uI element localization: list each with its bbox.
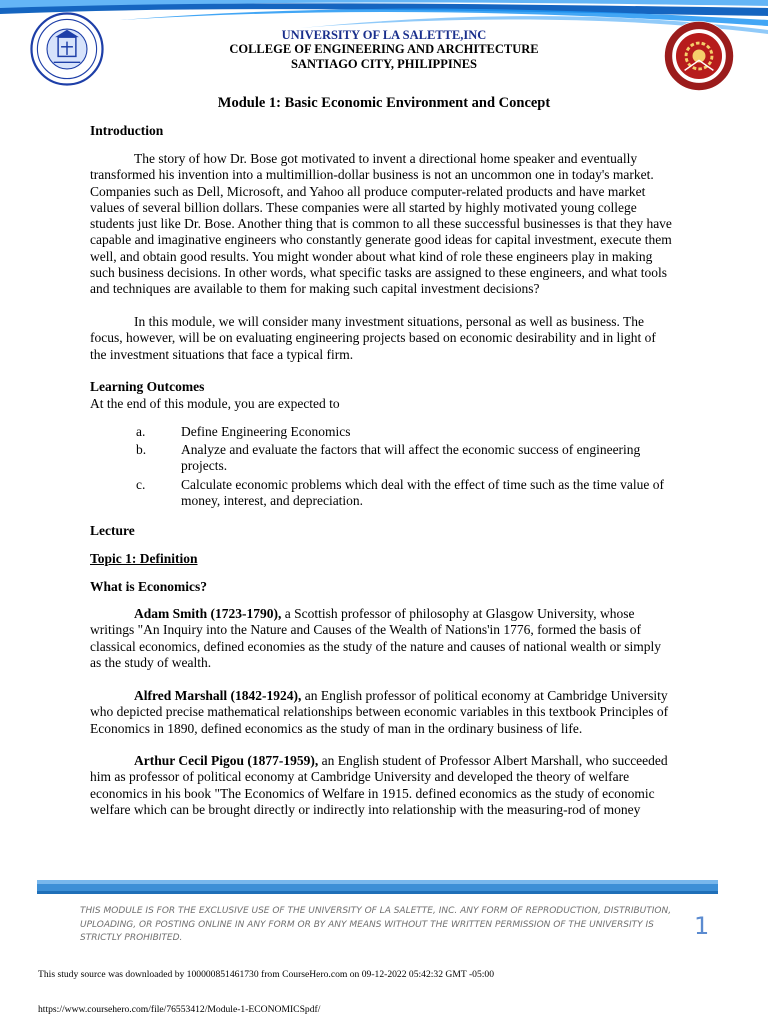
economist-description: a Scottish professor of philosophy at Glasgow University, whose writings "An Inquiry into the Nature and Causes of the Wealth of Nations'in 1776, formed the basis of classical economics, defined economies as the study of the nature and causes of national wealth or simply as the study of wealth. bbox=[90, 606, 661, 670]
introduction-paragraph-1: The story of how Dr. Bose got motivated to invent a directional home speaker and eventually transformed his invention into a multimillion-dollar business is not an uncommon one in today's market. Companies such as Dell, Microsoft, and Yahoo all produce computer-related products and have market values of several billion dollars. These companies were all started by highly motivated young college students just like Dr. Bose. Another thing that is common to all these successful businesses is that they have capable and imaginative engineers who constantly generate good ideas for capital investment, execute them well, and obtain good results. You might wonder about what kind of role these engineers play in making such business decisions. In other words, what specific tasks are assigned to these engineers, and what tools and techniques are available to them for making such capital investment decisions? bbox=[90, 151, 672, 297]
economist-description: an English professor of political economy at Cambridge University who depicted precise mathematical relationships between economic variables in this textbook Principles of Economics in 1890, defined economics as the study of man in the ordinary business of life. bbox=[90, 688, 669, 736]
list-marker: b. bbox=[136, 442, 147, 457]
economist-name: Alfred Marshall (1842-1924), bbox=[134, 688, 302, 703]
source-url[interactable]: https://www.coursehero.com/file/76553412/Module-1-ECONOMICSpdf/ bbox=[38, 1004, 321, 1015]
what-is-economics-heading: What is Economics? bbox=[90, 579, 208, 594]
learning-outcomes-intro: At the end of this module, you are expected to bbox=[90, 396, 340, 411]
list-item-text: Analyze and evaluate the factors that will affect the economic success of engineering projects. bbox=[181, 442, 641, 474]
university-location: SANTIAGO CITY, PHILIPPINES bbox=[290, 57, 478, 71]
page-number: 1 bbox=[694, 912, 710, 940]
lecture-heading: Lecture bbox=[90, 523, 135, 538]
download-source-line: This study source was downloaded by 100000851461730 from CourseHero.com on 09-12-2022 05:42:32 GMT -05:00 bbox=[38, 969, 495, 980]
list-marker: a. bbox=[136, 424, 146, 439]
economist-entry-arthur-pigou bbox=[90, 753, 674, 818]
university-name: UNIVERSITY OF LA SALETTE,INC bbox=[281, 28, 487, 42]
college-name: COLLEGE OF ENGINEERING AND ARCHITECTURE bbox=[229, 42, 539, 56]
economist-description: an English student of Professor Albert Marshall, who succeeded him as professor of political economy at Cambridge University and developed the theory of welfare economics in his book "The Economics of Welfare in 1915. defined economics as the study of economic welfare which can be brought directly or indirectly into relationship with the measuring-rod of money bbox=[90, 753, 668, 817]
list-item-text: Calculate economic problems which deal with the effect of time such as the time value of money, interest, and depreciation. bbox=[181, 477, 664, 509]
footer-copyright-notice: THIS MODULE IS FOR THE EXCLUSIVE USE OF THE UNIVERSITY OF LA SALETTE, INC. ANY FORM OF REPRODUCTION, DISTRIBUTION, UPLOADING, OR POSTING ONLINE IN ANY FORM OR BY ANY MEANS WITHOUT THE WRITTEN PERMISSION OF THE UNIVERSITY IS STRICTLY PROHIBITED. bbox=[80, 906, 672, 943]
introduction-heading: Introduction bbox=[90, 123, 164, 138]
topic-heading: Topic 1: Definition bbox=[90, 551, 198, 566]
economist-entry-adam-smith bbox=[90, 606, 674, 671]
module-title: Module 1: Basic Economic Environment and Concept bbox=[217, 95, 551, 111]
list-marker: c. bbox=[136, 477, 146, 492]
economist-entry-alfred-marshall bbox=[90, 688, 674, 737]
list-item-text: Define Engineering Economics bbox=[181, 424, 351, 439]
introduction-paragraph-2: In this module, we will consider many investment situations, personal as well as business. The focus, however, will be on evaluating engineering projects based on economic desirability and in light of the investment situations that face a typical firm. bbox=[90, 314, 656, 362]
footer-divider-bar bbox=[37, 880, 718, 894]
economist-name: Arthur Cecil Pigou (1877-1959), bbox=[134, 753, 319, 768]
learning-outcomes-heading: Learning Outcomes bbox=[90, 379, 205, 394]
economist-name: Adam Smith (1723-1790), bbox=[134, 606, 282, 621]
